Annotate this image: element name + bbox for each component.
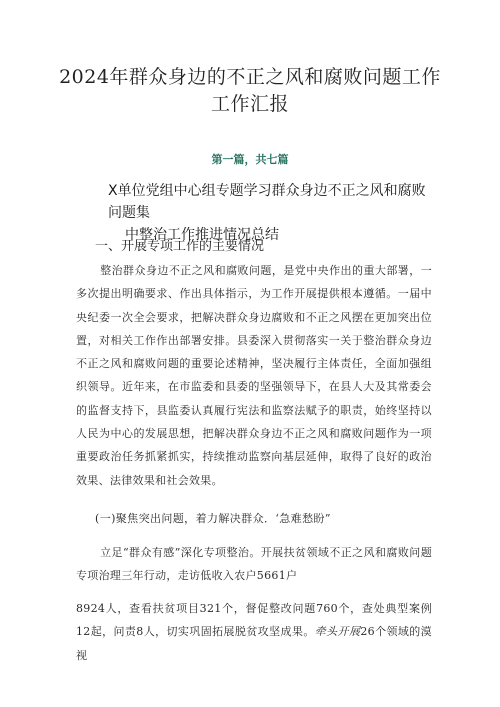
emphasis-text: 牵头开展 bbox=[314, 625, 361, 639]
body-paragraph bbox=[76, 259, 432, 492]
section-heading: 一、开展专项工作的主要情况 bbox=[95, 239, 265, 254]
article-title-line-1: X单位党组中心组专题学习群众身边不正之风和腐败问题集 bbox=[108, 183, 426, 221]
paragraph-text: 8924人，查看扶贫项目321个，督促整改问题760个，查处典型案例12起，问责8人，切实巩固拓展脱贫攻坚成果。 bbox=[76, 602, 432, 639]
paragraph-text: 立足“群众有感”深化专项整治。开展扶贫领域不正之风和腐败问题专项治理三年行动，走访低收入农户5661户 bbox=[76, 546, 432, 583]
body-paragraph bbox=[76, 541, 432, 588]
paragraph-text: 整治群众身边不正之风和腐败问题，是党中央作出的重大部署，一多次提出明确要求、作出具体指示，为工作开展提供根本遵循。一届中央纪委一次全会要求，把解决群众身边腐败和不正之风摆在更加突出位置，对相关工作作出部署安排。县委深入贯彻落实一关于整治群众身边不正之风和腐败问题的重要论述精神，坚决履行主体责任，全面加强组织领导。近年来，在市监委和县委的坚强领导下，在县人大及其常委会的监督支持下，县监委认真履行宪法和监察法赋予的职责，始终坚持以人民为中心的发展思想，把解决群众身边不正之风和腐败问题作为一项重要政治任务抓紧抓实，持续推动监察向基层延伸，取得了良好的政治效果、法律效果和社会效果。 bbox=[76, 264, 432, 487]
document-title: 2024年群众身边的不正之风和腐败问题工作工作汇报 bbox=[59, 66, 441, 115]
part-label: 第一篇，共七篇 bbox=[211, 153, 289, 166]
body-paragraph bbox=[76, 597, 432, 667]
article-title-line-2: 中整治工作推进情况总结 bbox=[125, 227, 279, 243]
paragraph-text-tail: 26个领域的漠视 bbox=[76, 625, 432, 662]
sub-heading: (一)聚焦突出问题，着力解决群众．‘急难愁盼” bbox=[95, 512, 331, 525]
